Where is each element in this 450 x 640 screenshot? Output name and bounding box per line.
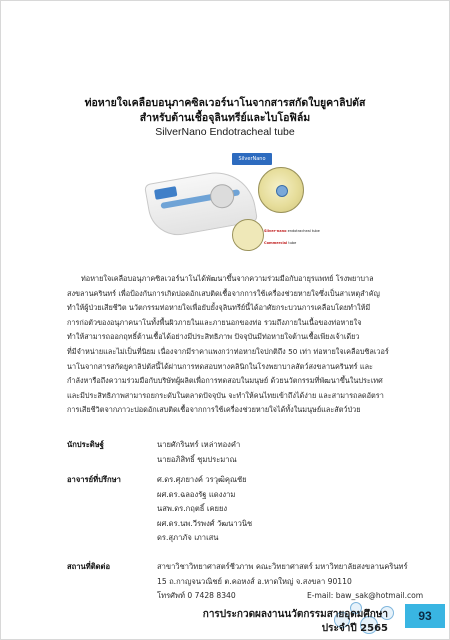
subtitle: SilverNano Endotracheal tube [155, 126, 295, 138]
figure-label-a: Silver-nano endotracheal tube [264, 229, 320, 233]
sample-tag: SilverNano [232, 153, 272, 165]
paragraph-line: ที่มีจำหน่ายและไม่เป็นที่นิยม เนื่องจากมีราคาแพงกว่าท่อหายใจปกติถึง 50 เท่า ท่อหายใจเคลือบซิลเวอร์ [67, 346, 389, 356]
title-line-2: สำหรับต้านเชื้อจุลินทรีย์และไบโอฟิล์ม [139, 112, 311, 124]
contact-phone: โทรศัพท์ 0 7428 8340 [157, 591, 236, 601]
coated-disc [276, 185, 288, 197]
title-line-1: ท่อหายใจเคลือบอนุภาคซิลเวอร์นาโนจากสารสกัดใบยูคาลิปตัส [84, 97, 366, 109]
advisors-label: อาจารย์ที่ปรึกษา [67, 475, 121, 484]
contact-address-1: สาขาวิชาวิทยาศาสตร์ชีวภาพ คณะวิทยาศาสตร์ มหาวิทยาลัยสงขลานครินทร์ [157, 562, 408, 571]
contact-address-2: 15 ถ.กาญจนวณิชย์ ต.คอหงส์ อ.หาดใหญ่ จ.สงขลา 90110 [157, 576, 352, 586]
petri-dish-small [232, 219, 264, 251]
petri-dish [258, 167, 304, 213]
footer-year: ประจำปี 2565 [321, 623, 388, 634]
tube-tag [154, 186, 177, 200]
footer-program-title: การประกวดผลงานนวัตกรรมสายอุดมศึกษา [202, 609, 388, 620]
advisor-name: ผศ.ดร.ฉลองรัฐ แดงงาม [157, 489, 236, 499]
paragraph-line: การก่อตัวของอนุภาคนาโนทั้งพื้นผิวภายในและภายนอกของท่อ รวมถึงภายในเนื้อของท่อหายใจ [67, 317, 362, 327]
advisor-name: นสพ.ดร.กฤตธิ์ เคยยง [157, 504, 228, 514]
inventors-list [157, 438, 417, 467]
inventor-name: นายอภิสิทธิ์ ชุมประมาณ [157, 454, 237, 464]
product-photo [146, 149, 320, 267]
paragraph-line: ท่อหายใจเคลือบอนุภาคซิลเวอร์นาโนได้พัฒนาขึ้นจากความร่วมมือกับอายุรแพทย์ โรงพยาบาล [81, 274, 374, 283]
advisor-name: ศ.ดร.ศุภยางค์ วรวุฒิคุณชัย [157, 475, 247, 484]
paragraph-line: ทำให้สามารถออกฤทธิ์ต้านเชื้อได้อย่างมีประสิทธิภาพ ปัจจุบันมีท่อหายใจต้านเชื้อเพียงเจ้าเดียว [67, 332, 360, 342]
paragraph-line: และมีประสิทธิภาพสามารถยกระดับในตลาดปัจจุบัน จะทำให้คนไทยเข้าถึงได้ง่าย และสามารถลดอัตรา [67, 390, 384, 400]
contact-label: สถานที่ติดต่อ [67, 562, 111, 571]
culture-sample [232, 153, 304, 219]
inventor-name: นายศักรินทร์ เหล่าทองคำ [157, 440, 241, 449]
description-paragraph [67, 272, 397, 418]
contact-email[interactable]: E-mail: baw_sak@hotmail.com [307, 591, 424, 601]
paragraph-line: นาโนจากสารสกัดยูคาลิปตัสนี้ได้ผ่านการทดสอบทางคลินิกในโรงพยาบาลสัตว์สงขลานครินทร์ และ [67, 361, 373, 371]
advisor-name: ผศ.ดร.นพ.วีรพงศ์ วัฒนาวนิช [157, 518, 253, 528]
page-number: 93 [405, 604, 445, 628]
inventors-label: นักประดิษฐ์ [67, 440, 104, 449]
advisors-list [157, 473, 417, 546]
figure-label-b: Commercial tube [264, 241, 297, 245]
paragraph-line: ทำให้ผู้ป่วยเสียชีวิต นวัตกรรมท่อหายใจเพื่อยับยั้งจุลินทรีย์นี้ได้อาศัยกระบวนการเคลือบโดยทำให้มี [67, 303, 371, 313]
paragraph-line: การเสียชีวิตจากภาวะปอดอักเสบติดเชื้อจากการใช้เครื่องช่วยหายใจได้ทั้งในมนุษย์และสัตว์ป่วย [67, 405, 361, 415]
paragraph-line: สงขลานครินทร์ เพื่อป้องกันการเกิดปอดอักเสบติดเชื้อจากการใช้เครื่องช่วยหายใจซึ่งเป็นสาเหตุสำคัญ [67, 288, 380, 298]
advisor-name: ดร.สุภาภัจ เภาเสน [157, 533, 219, 543]
paragraph-line: กำลังหารือถึงความร่วมมือกับบริษัทผู้ผลิตเพื่อการทดสอบในมนุษย์ ด้วยนวัตกรรมที่พัฒนาขึ้นในประเทศ [67, 376, 383, 386]
